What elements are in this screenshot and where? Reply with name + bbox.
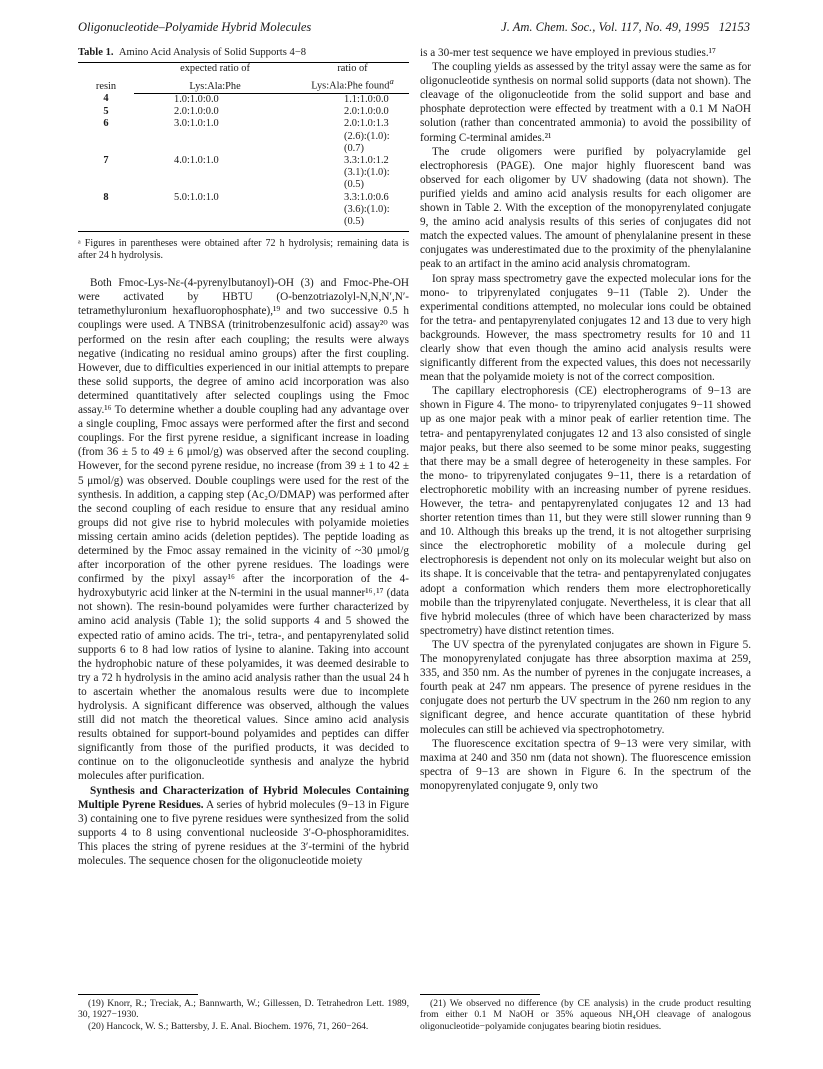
- table1-body: [78, 93, 409, 231]
- right-body-text: [420, 46, 751, 793]
- body-paragraph: The fluorescence excitation spectra of 9−13 were very similar, with maxima at 240 and 350 nm (data not shown). The fluorescence emission spectra of 9−13 are shown in Figure 6. In the spectrum of the monopyrenylated conjugate 9, only two: [420, 737, 751, 792]
- running-header: [78, 20, 750, 38]
- cell-expected: 4.0:1.0:1.0: [174, 154, 219, 166]
- table1-footnote: ᵃ Figures in parentheses were obtained after 72 h hydrolysis; remaining data is after 24 h hydrolysis.: [78, 238, 409, 262]
- footnote: (20) Hancock, W. S.; Battersby, J. E. Anal. Biochem. 1976, 71, 260−264.: [88, 1020, 369, 1032]
- body-paragraph: The coupling yields as assessed by the trityl assay were the same as for oligonucleotide synthesis on normal solid supports (data not shown). The cleavage of the oligonucleotide from the solid support and base and phosphate deprotection were effected by treatment with a 0.1 M NaOH solution (rather than concentrated ammonia) to avoid the possibility of forming C-terminal amides.²¹: [420, 61, 751, 144]
- table1-caption-text: Amino Acid Analysis of Solid Supports 4−8: [118, 47, 307, 58]
- cell-empty: [78, 204, 134, 232]
- body-paragraph: Ion spray mass spectrometry gave the expected molecular ions for the mono- to tripyrenylated conjugates 9−11 (Table 2). Under the experimental conditions attempted, no molecular ions could be obtained for the tetra- and pentapyrenylated conjugates 12 and 13 due to very high backgrounds. However, the mass spectrometry results for 10 and 11 clearly show that even though the amino acid analysis results were significantly different from the expected values, this does not necessarily mean that the polyamide moiety is not of the correct composition.: [420, 272, 751, 384]
- cell-expected: 1.0:1.0:0.0: [174, 93, 219, 105]
- table-row-secondary: [78, 131, 409, 155]
- cell-resin: 6: [103, 118, 109, 130]
- col-header-found-2: [296, 75, 409, 93]
- body-paragraph: The UV spectra of the pyrenylated conjugates are shown in Figure 5. The monopyrenylated conjugate has three absorption maxima at 259, 335, and 350 nm. As the number of pyrenes in the conjugate increases, a fourth peak at 247 nm appears. The presence of pyrene residues in the conjugate does not perturb the UV spectrum in the 260 nm region to any significant degree, and hence accurate quantitation of these hybrid molecules can still be achieved via spectrophotometry.: [420, 638, 751, 736]
- col-header-found-2-text: Lys:Ala:Phe found: [311, 80, 390, 92]
- body-paragraph: is a 30-mer test sequence we have employed in previous studies.¹⁷: [420, 47, 716, 59]
- left-body-text: [78, 276, 409, 783]
- section-text: A series of hybrid molecules (9−13 in Figure 3) containing one to five pyrene residues were synthesized from the solid supports 4 to 8 using conventional nucleoside 3′-O-phosphoramidites. This places the string of pyrene residues at the 3′-termini of the hybrid molecules. The sequence chosen for the oligonucleotide moiety: [78, 798, 409, 868]
- table-row: [78, 93, 409, 106]
- cell-resin: 5: [103, 106, 109, 118]
- table1-caption: [78, 46, 409, 60]
- footnotes-left: [78, 998, 409, 1032]
- footnote: (19) Knorr, R.; Treciak, A.; Bannwarth, W.; Gillessen, D. Tetrahedron Lett. 1989, 30, 1927−1930.: [78, 998, 409, 1021]
- footnote-rule-right: [420, 994, 540, 995]
- cell-expected: 2.0:1.0:0.0: [174, 106, 219, 118]
- cell-found: 2.0:1.0:0.0: [344, 106, 389, 118]
- table-row-secondary: [78, 204, 409, 232]
- page-number: 12153: [718, 20, 750, 34]
- table-row: [78, 192, 409, 204]
- journal-citation: [501, 20, 750, 35]
- cell-found-72h: (3.6):(1.0):(0.5): [296, 204, 409, 232]
- cell-found: 3.3:1.0:1.2: [344, 154, 389, 166]
- cell-empty: [134, 204, 296, 232]
- cell-expected: 5.0:1.0:1.0: [174, 191, 219, 203]
- col-header-found-1: ratio of: [296, 63, 409, 76]
- body-paragraph: The crude oligomers were purified by polyacrylamide gel electrophoresis (PAGE). One major highly fluorescent band was observed for each oligomer by UV shadowing (data not shown). The purified yields and amino acid analysis results for each oligomer are shown in Table 2. With the exception of the monopyrenylated conjugate 9, the amino acid analysis results of this series of conjugates did not match the expected values. The amount of phenylalanine present in these conjugates was underestimated due to the proximity of the phenylalanine peak to an artifact in the amino acid analysis chromatogram.: [420, 145, 751, 271]
- cell-found: 1.1:1.0:0.0: [344, 93, 389, 105]
- running-title: Oligonucleotide–Polyamide Hybrid Molecules: [78, 20, 312, 34]
- col-header-expected-1: expected ratio of: [134, 63, 296, 76]
- cell-resin: 8: [103, 191, 109, 203]
- footnote-mark: a: [389, 76, 394, 87]
- journal-name: J. Am. Chem. Soc., Vol. 117, No. 49, 1995: [501, 20, 710, 34]
- table-row: [78, 155, 409, 167]
- cell-found: 3.3:1.0:0.6: [344, 191, 389, 203]
- cell-found: 2.0:1.0:1.3: [344, 118, 389, 130]
- footnote-rule-left: [78, 994, 198, 995]
- cell-empty: [134, 167, 296, 191]
- footnote: (21) We observed no difference (by CE analysis) in the crude product resulting from either 0.1 M NaOH or 35% aqueous NH₄OH cleavage of analogous oligonucleotide−polyamide conjugates bearing biotin residues.: [420, 998, 751, 1032]
- table-row: [78, 106, 409, 118]
- cell-found-72h: (3.1):(1.0):(0.5): [344, 167, 390, 191]
- right-column: [420, 46, 751, 793]
- cell-empty: [78, 131, 134, 155]
- cell-expected: 3.0:1.0:1.0: [174, 118, 219, 130]
- col-header-resin: resin: [78, 63, 134, 94]
- cell-resin: 4: [103, 93, 109, 105]
- footnotes-right: [420, 998, 751, 1032]
- cell-empty: [78, 167, 134, 191]
- section-paragraph: [78, 784, 409, 869]
- table1-label: Table 1.: [78, 47, 114, 58]
- section-heading: Synthesis and Characterization of Hybrid Molecules Containing Multiple Pyrene Residues.: [78, 784, 409, 811]
- cell-found-72h: (2.6):(1.0):(0.7): [344, 130, 390, 154]
- col-header-expected-2: Lys:Ala:Phe: [134, 75, 296, 93]
- body-paragraph: Both Fmoc-Lys-Nε-(4-pyrenylbutanoyl)-OH (3) and Fmoc-Phe-OH were activated by HBTU (O-benzotriazolyl-N,N,N′,N′-tetramethyluronium hexafluorophosphate),¹⁹ and two successive 0.5 h couplings were used. A TNBSA (trinitrobenzesulfonic acid) assay²⁰ was performed on the resin after each coupling; the results were always negative (indicating no residual amino groups) after the first coupling. However, due to difficulties experienced in our initial attempts to prepare these solid supports, the degree of amino acid incorporation was also determined quantitatively after selected couplings using the Fmoc assay.¹⁶ To determine whether a double coupling had any advantage over a single coupling, Fmoc assays were performed after the first and second couplings. For the first pyrene residue, a significant increase in loading (from 36 ± 5 to 49 ± 6 μmol/g) was observed after the second coupling. However, for the second pyrene residue, no increase (from 39 ± 1 to 42 ± 5 μmol/g) was observed. Double couplings were used for the rest of the synthesis. In addition, a capping step (Ac₂O/DMAP) was performed after the second coupling of each residue to ensure that any residual amino groups did not give rise to hybrid molecules with polyamide moieties missing certain amino acids (deletion peptides). The peptide loading as determined by the Fmoc assay remained in the vicinity of ~30 μmol/g after incorporation of the other pyrene residues. The loadings were confirmed by the pixyl assay¹⁶ after the incorporation of the 4-hydroxybutyric acid linker at the N-termini in the usual manner¹⁶˒¹⁷ (data not shown). The resin-bound polyamides were further characterized by amino acid analysis (Table 1); the solid supports 4 and 5 showed the expected ratio of amino acids. The tri-, tetra-, and pentapyrenylated solid supports 6 to 8 had low ratios of lysine to alanine. Taking into account the hydrophobic nature of these polyamides, it was deemed desirable to try a 72 h hydrolysis in the amino acid analysis rather than the usual 24 h to ascertain whether the anomalous results were due to incomplete hydrolysis. A significant difference was observed, although the values still did not match the theoretical values. Since amino acid analysis results obtained for support-bound polyamides and peptides can differ significantly from those of the purified products, it was decided to continue on to the oligonucleotide synthesis and analyze the hybrid molecules after purification.: [78, 277, 409, 783]
- amino-acid-table: [78, 62, 409, 232]
- body-paragraph: The capillary electrophoresis (CE) electropherograms of 9−13 are shown in Figure 4. The mono- to tripyrenylated conjugates 9−11 showed up as one major peak with a minor peak of earlier retention time. The tetra- and pentapyrenylated conjugates 12 and 13 also consisted of single major peaks, but there also seemed to be some minor peaks, suggesting that there may be a small degree of heterogeneity in these samples. For the mono- to tripyrenylated conjugates 9−11, there is a retardation of electrophoretic mobility with an increasing number of pyrene residues. However, the tetra- and pentapyrenylated conjugates 12 and 13 had shorter retention times than 11, but they were still slower running than 9 and 10. Although this breaks up the trend, it is not altogether surprising since the electrophoretic mobility of a molecule during gel electrophoresis is dependent not only on its molecular weight but also on its shape. It is conceivable that the tetra- and pentapyrenylated conjugates adopt a conformation which renders them more electrophoretically mobile than the tripyrenylated conjugate. Nevertheless, it is clear that all five hybrid molecules (three of which have been characterized by mass spectrometry) have distinct retention times.: [420, 385, 751, 637]
- table-row: [78, 118, 409, 130]
- cell-resin: 7: [103, 154, 109, 166]
- left-column: [78, 46, 409, 868]
- cell-empty: [134, 131, 296, 155]
- table-row-secondary: [78, 167, 409, 191]
